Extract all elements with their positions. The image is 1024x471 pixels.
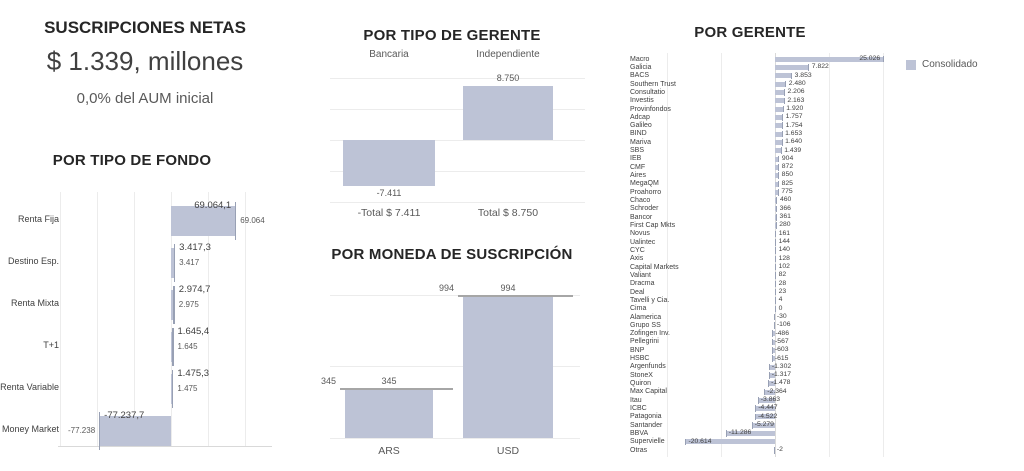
category-label: StoneX [630,371,653,379]
value-label: 25.026 [859,55,881,62]
category-label: T+1 [43,340,59,350]
value-label: 2.974,7 [178,284,211,295]
value-label: 2.480 [788,79,806,87]
bar-cap [755,405,756,412]
value-label: 4 [778,296,783,304]
category-label: SBS [630,147,645,155]
bar-cap [781,147,782,154]
legend-swatch-icon [906,60,916,70]
category-label: Argenfunds [630,363,666,371]
value-label: 361 [779,213,791,221]
bar-cap [772,339,773,346]
bar-cap [782,114,783,121]
value-label: 7.822 [811,63,829,71]
category-label: BNP [630,346,645,354]
value-label: 82 [778,271,787,279]
kpi-title: SUSCRIPCIONES NETAS [44,18,246,37]
category-label: USD [496,445,520,457]
bar-cap [785,81,786,88]
axis-label: Total $ 8.750 [477,207,539,219]
bar-cap [774,314,775,321]
value-label: 1.439 [784,146,802,154]
legend-label: Consolidado [922,59,978,70]
value-label: -4.447 [758,404,778,412]
bar-cap [769,372,770,379]
value-label: 144 [778,238,790,246]
value-label: 1.757 [785,113,803,121]
category-label: Tavelli y Cia. [630,296,670,304]
bar-cap [776,206,777,213]
value-label: -615 [774,354,789,362]
category-label: CYC [630,246,645,254]
bar-cap [778,189,779,196]
bar-cap [775,272,776,279]
value-label: -2 [776,446,783,454]
value-label: 140 [778,246,790,254]
value-label: -1.317 [771,371,792,379]
value-label: -4.522 [757,412,778,420]
value-label: 1.640 [785,138,803,146]
value-label: 1.754 [785,121,803,129]
line-label: 345 [320,375,336,386]
bar-cap [764,389,765,396]
kpi-value: $ 1.339, millones [46,46,244,76]
category-label: Otras [630,446,648,454]
category-label: Chaco [630,197,651,205]
value-label: 904 [781,154,794,162]
bar-cap [883,56,884,63]
bar-cap [772,355,773,362]
category-label: Quiron [630,380,652,388]
value-label: -1.302 [771,362,792,370]
value-label: 3.417,3 [179,242,211,253]
value-label: -5.279 [754,421,774,429]
bar[interactable] [775,73,792,78]
bar-cap [775,256,776,263]
value-label: 69.064,1 [194,200,232,211]
category-label: Itau [630,396,642,404]
bar-cap [775,281,776,288]
bar-cap [778,164,779,171]
category-label: MegaQM [630,180,659,188]
category-label: BBVA [630,430,649,437]
value-label: 102 [778,263,790,270]
category-label: Money Market [1,424,59,434]
value-label: 0 [778,304,783,312]
category-label: Independiente [476,49,540,60]
category-label: Pellegrini [630,338,659,346]
category-label: Supervielle [630,438,665,446]
bar-cap [775,231,776,238]
manager-chart-title: POR GERENTE [694,24,806,41]
category-label: Galileo [630,122,652,130]
value-label: -1.478 [771,379,791,387]
bar-cap [755,414,756,421]
gridline [721,53,722,457]
bar-cap [775,289,776,296]
bar-cap [774,447,775,454]
category-label: Galicia [630,63,652,71]
category-label: Destino Esp. [7,256,59,266]
value-label-secondary: 2.975 [178,300,199,309]
category-label: HSBC [630,355,650,363]
value-label: 775 [781,188,793,196]
bar-cap [685,439,686,446]
axis-label: -Total $ 7.411 [357,207,421,219]
line-label: 994 [438,282,454,293]
value-label: 345 [381,375,397,386]
value-label: 1.475,3 [177,368,210,379]
bar-cap [775,306,776,313]
bar-cap [775,239,776,246]
bar-cap [758,397,759,404]
bar-cap [726,430,727,437]
category-label: Schroder [630,205,659,213]
value-label-secondary: 1.645 [177,342,198,351]
manager-type-chart-title: POR TIPO DE GERENTE [363,27,541,44]
value-label: 28 [778,279,787,287]
category-label: Provinfondos [630,105,671,113]
category-label: Adcap [630,113,650,121]
value-label-secondary: 1.475 [177,384,198,393]
legend-consolidado [906,59,978,70]
category-label: Valiant [630,271,651,279]
gridline [883,53,884,457]
category-label: Bancaria [369,49,409,60]
bar-cap [752,422,753,429]
value-label: -30 [776,312,787,320]
bar-cap [774,322,775,329]
value-label-secondary: 3.417 [179,258,200,267]
category-label: Consultatio [630,88,666,96]
value-label: 1.653 [785,129,803,137]
value-label: -11.286 [728,429,752,437]
value-label: 366 [779,204,791,212]
value-label: 2.163 [787,96,805,104]
value-label: 8.750 [496,72,520,83]
bar-cap [778,172,779,179]
category-label: Capital Markets [630,263,679,271]
category-label: Investis [630,97,654,105]
value-label: 128 [778,254,790,262]
bar-cap [769,364,770,371]
category-label: BACS [630,72,650,80]
bar-cap [778,181,779,188]
bar-cap [775,247,776,254]
category-label: Ualintec [630,238,656,246]
kpi-subtitle: 0,0% del AUM inicial [76,90,214,107]
category-label: Zofingen Inv. [630,330,670,338]
category-label: ARS [378,445,400,457]
category-label: ICBC [630,405,647,413]
category-label: Aires [630,172,646,180]
value-label-secondary: -77.238 [68,426,96,435]
value-label: 23 [778,287,787,295]
category-label: Novus [630,230,650,238]
category-label: Proahorro [630,188,662,196]
category-label: Patagonia [630,413,662,421]
gridline [667,53,668,457]
category-label: Axis [630,255,644,263]
value-label: 3.853 [794,71,812,79]
category-label: Santander [630,421,663,429]
category-label: Grupo SS [630,321,661,329]
category-label: CMF [630,163,646,171]
value-label: -77.237,7 [104,410,145,421]
bar-cap [775,264,776,271]
gridline [829,53,830,457]
category-label: Cima [630,305,647,313]
value-label: -486 [775,329,789,337]
category-label: Renta Fija [17,214,59,224]
value-label: -20.614 [688,437,712,445]
category-label: Macro [630,55,650,63]
category-label: Renta Mixta [10,298,59,308]
value-label-secondary: 69.064 [240,216,265,225]
value-label: 1.920 [786,104,804,112]
bar-cap [772,347,773,354]
value-label: -603 [774,346,789,354]
value-label: -567 [775,337,789,345]
fund-type-chart-title: POR TIPO DE FONDO [52,152,212,169]
value-label: 850 [781,171,794,179]
category-label: Mariva [630,138,652,146]
bar[interactable] [775,65,809,70]
bar-cap [768,380,769,387]
category-label: Deal [630,288,645,296]
category-label: Alamerica [630,313,662,321]
value-label: 994 [500,282,516,293]
bar-cap [784,98,785,105]
bar-cap [772,330,773,337]
category-label: Dracma [630,280,655,288]
bar-cap [783,106,784,113]
value-label: -106 [776,321,791,329]
bar-cap [791,73,792,80]
category-label: BIND [630,130,647,138]
value-label: 825 [781,179,793,187]
bar-cap [775,297,776,304]
value-label: 460 [779,196,792,204]
value-label: -2.364 [767,387,787,395]
bar-cap [776,214,777,221]
bar-cap [782,139,783,146]
value-label: 872 [781,163,794,171]
value-label: 280 [779,221,791,229]
bar-cap [782,122,783,129]
category-label: Southern Trust [630,80,676,88]
bar-cap [776,222,777,229]
bar-cap [784,89,785,96]
bar-cap [808,64,809,71]
category-label: IEB [630,155,642,163]
category-label: Max Capital [630,388,667,396]
bar-cap [778,156,779,163]
bar[interactable] [775,82,786,87]
value-label: -3.863 [760,396,781,404]
category-label: Renta Variable [0,382,59,392]
bar-cap [782,131,783,138]
category-label: First Cap Mkts [630,222,676,229]
value-label: 1.645,4 [177,326,210,337]
currency-chart-title: POR MONEDA DE SUSCRIPCIÓN [331,246,573,263]
category-label: Bancor [630,213,653,221]
value-label: -7.411 [376,187,402,198]
value-label: 2.206 [787,88,805,96]
bar-cap [776,197,777,204]
value-label: 161 [778,229,791,237]
